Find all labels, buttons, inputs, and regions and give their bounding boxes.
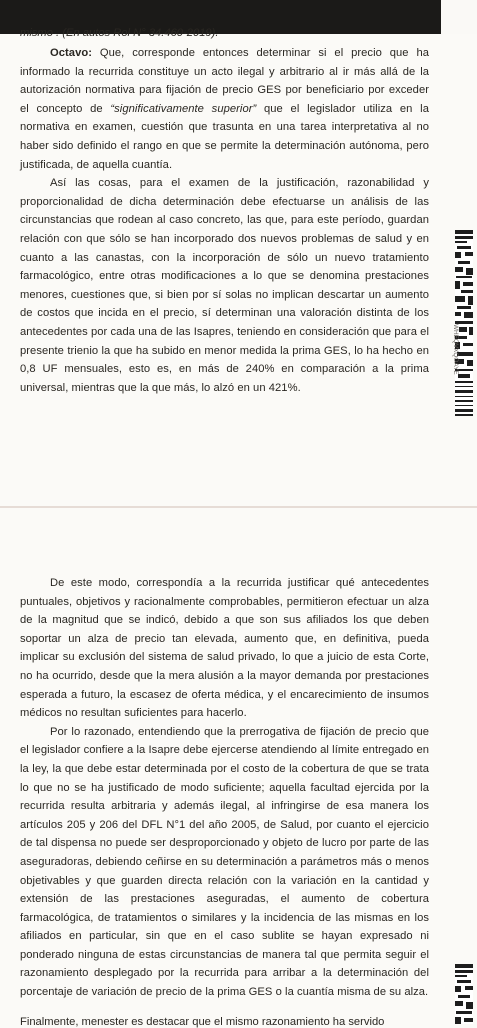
verification-code — [447, 324, 457, 384]
document-page-1 — [0, 27, 477, 506]
paragraph-text: que el legislador utiliza en la normativa en examen, cuestión que trasunta en una tarea interpretativa al no haber sido definido el rango en que se permite la determinación autónoma, pero justificada, de aquella cuantía. — [20, 102, 429, 171]
quoted-term: “significativamente superior” — [110, 102, 257, 115]
paragraph-octavo — [20, 44, 429, 174]
page1-body — [20, 44, 429, 397]
paragraph-asi: Así las cosas, para el examen de la justificación, razonabilidad y proporcionalidad de dicha determinación debe efectuarse un análisis de las circunstancias que rodean al caso concreto, las que, para este período, guardan relación con que sólo se han incorporado dos nuevos problemas de salud y en cuanto a las canastas, con la incorporación de sólo un nuevo tratamiento farmacológico, entre otras modificaciones a lo que se denomina prestaciones menores, cuestiones que, si bien por sí solas no implican descartar un aumento de costos que incida en el precio, sí determinan una valoración distinta de los antecedentes por cada una de las Isapres, teniendo en consideración que para el presente trienio la que ha subido en menor medida la prima GES, lo ha hecho en 0,8 UF mensuales, esto es, en más de 240% en comparación a la prima universal, mientras que la que más, lo alzó en un 421%. — [20, 177, 429, 394]
paragraph-text: Que, corresponde entonces determinar si el precio que ha informado la recurrida constituye un acto ilegal y arbitrario al ir más allá de la autorización normativa para fijación de precio GES por beneficiario por exceder el concepto de — [20, 47, 429, 115]
paragraph-lead: Octavo: — [50, 47, 93, 59]
qr-code-icon-page-2 — [455, 964, 473, 1024]
page2-body — [20, 574, 429, 1002]
verification-code-text: WHEQVXQOAYE — [452, 324, 459, 375]
paragraph-de-este-modo: De este modo, correspondía a la recurrida justificar qué antecedentes puntuales, objetivos y racionalmente comprobables, permitieron efectuar un alza de la magnitud que se indicó, debido a que son sus afiliados los que deben soportar un alza de precio tan elevada, aumento que, en definitiva, pueda implicar su exclusión del sistema de salud privado, lo que a juicio de esta Corte, no ha ocurrido, desde que la mera alusión a la mayor demanda por prestaciones esperada a futuro, la escasez de oferta médica, y el encarecimiento de insumos médicos no resultan suficientes para hacerlo. — [20, 577, 429, 720]
paragraph-por-lo-razonado: Por lo razonado, entendiendo que la prerrogativa de fijación de precio que el legislador confiere a la Isapre debe ejercerse atendiendo al límite entregado en la ley, la que debe estar determinada por el costo de la cobertura de que se trata lo que no se ha justificado de modo suficiente; aquella facultad ejercida por la recurrida resulta arbitraria y además ilegal, al infringirse de esa manera los artículos 205 y 206 del DFL N°1 del año 2005, de Salud, por cuanto el ejercicio de tal dispensa no puede ser desproporcionado y objeto de lucro por parte de las aseguradoras, debiendo ceñirse en su determinación a parámetros más o menos objetivables y que guarden directa relación con la variación en la cantidad y extensión de las prestaciones aseguradas, el aumento de cobertura farmacológica, de tratamientos o similares y la incidencia de las mismas en los afiliados en particular, sin que en el caso sublite se hayan expresado ni ponderado ninguna de estas circunstancias de manera tal que permita seguir el razonamiento desplegado por la recurrida para arribar a la determinación del porcentaje de variación de precio de la prima GES o la cuantía misma de su alza. — [20, 725, 429, 999]
qr-code-icon — [455, 230, 473, 416]
header-fragment: mismo . (En autos Rol N° 34.460-2019). — [20, 27, 219, 39]
document-page-2 — [0, 508, 477, 1024]
bottom-fragment: Finalmente, menester es destacar que el mismo razonamiento ha servido — [20, 1016, 385, 1028]
top-bar-notch — [441, 0, 477, 34]
